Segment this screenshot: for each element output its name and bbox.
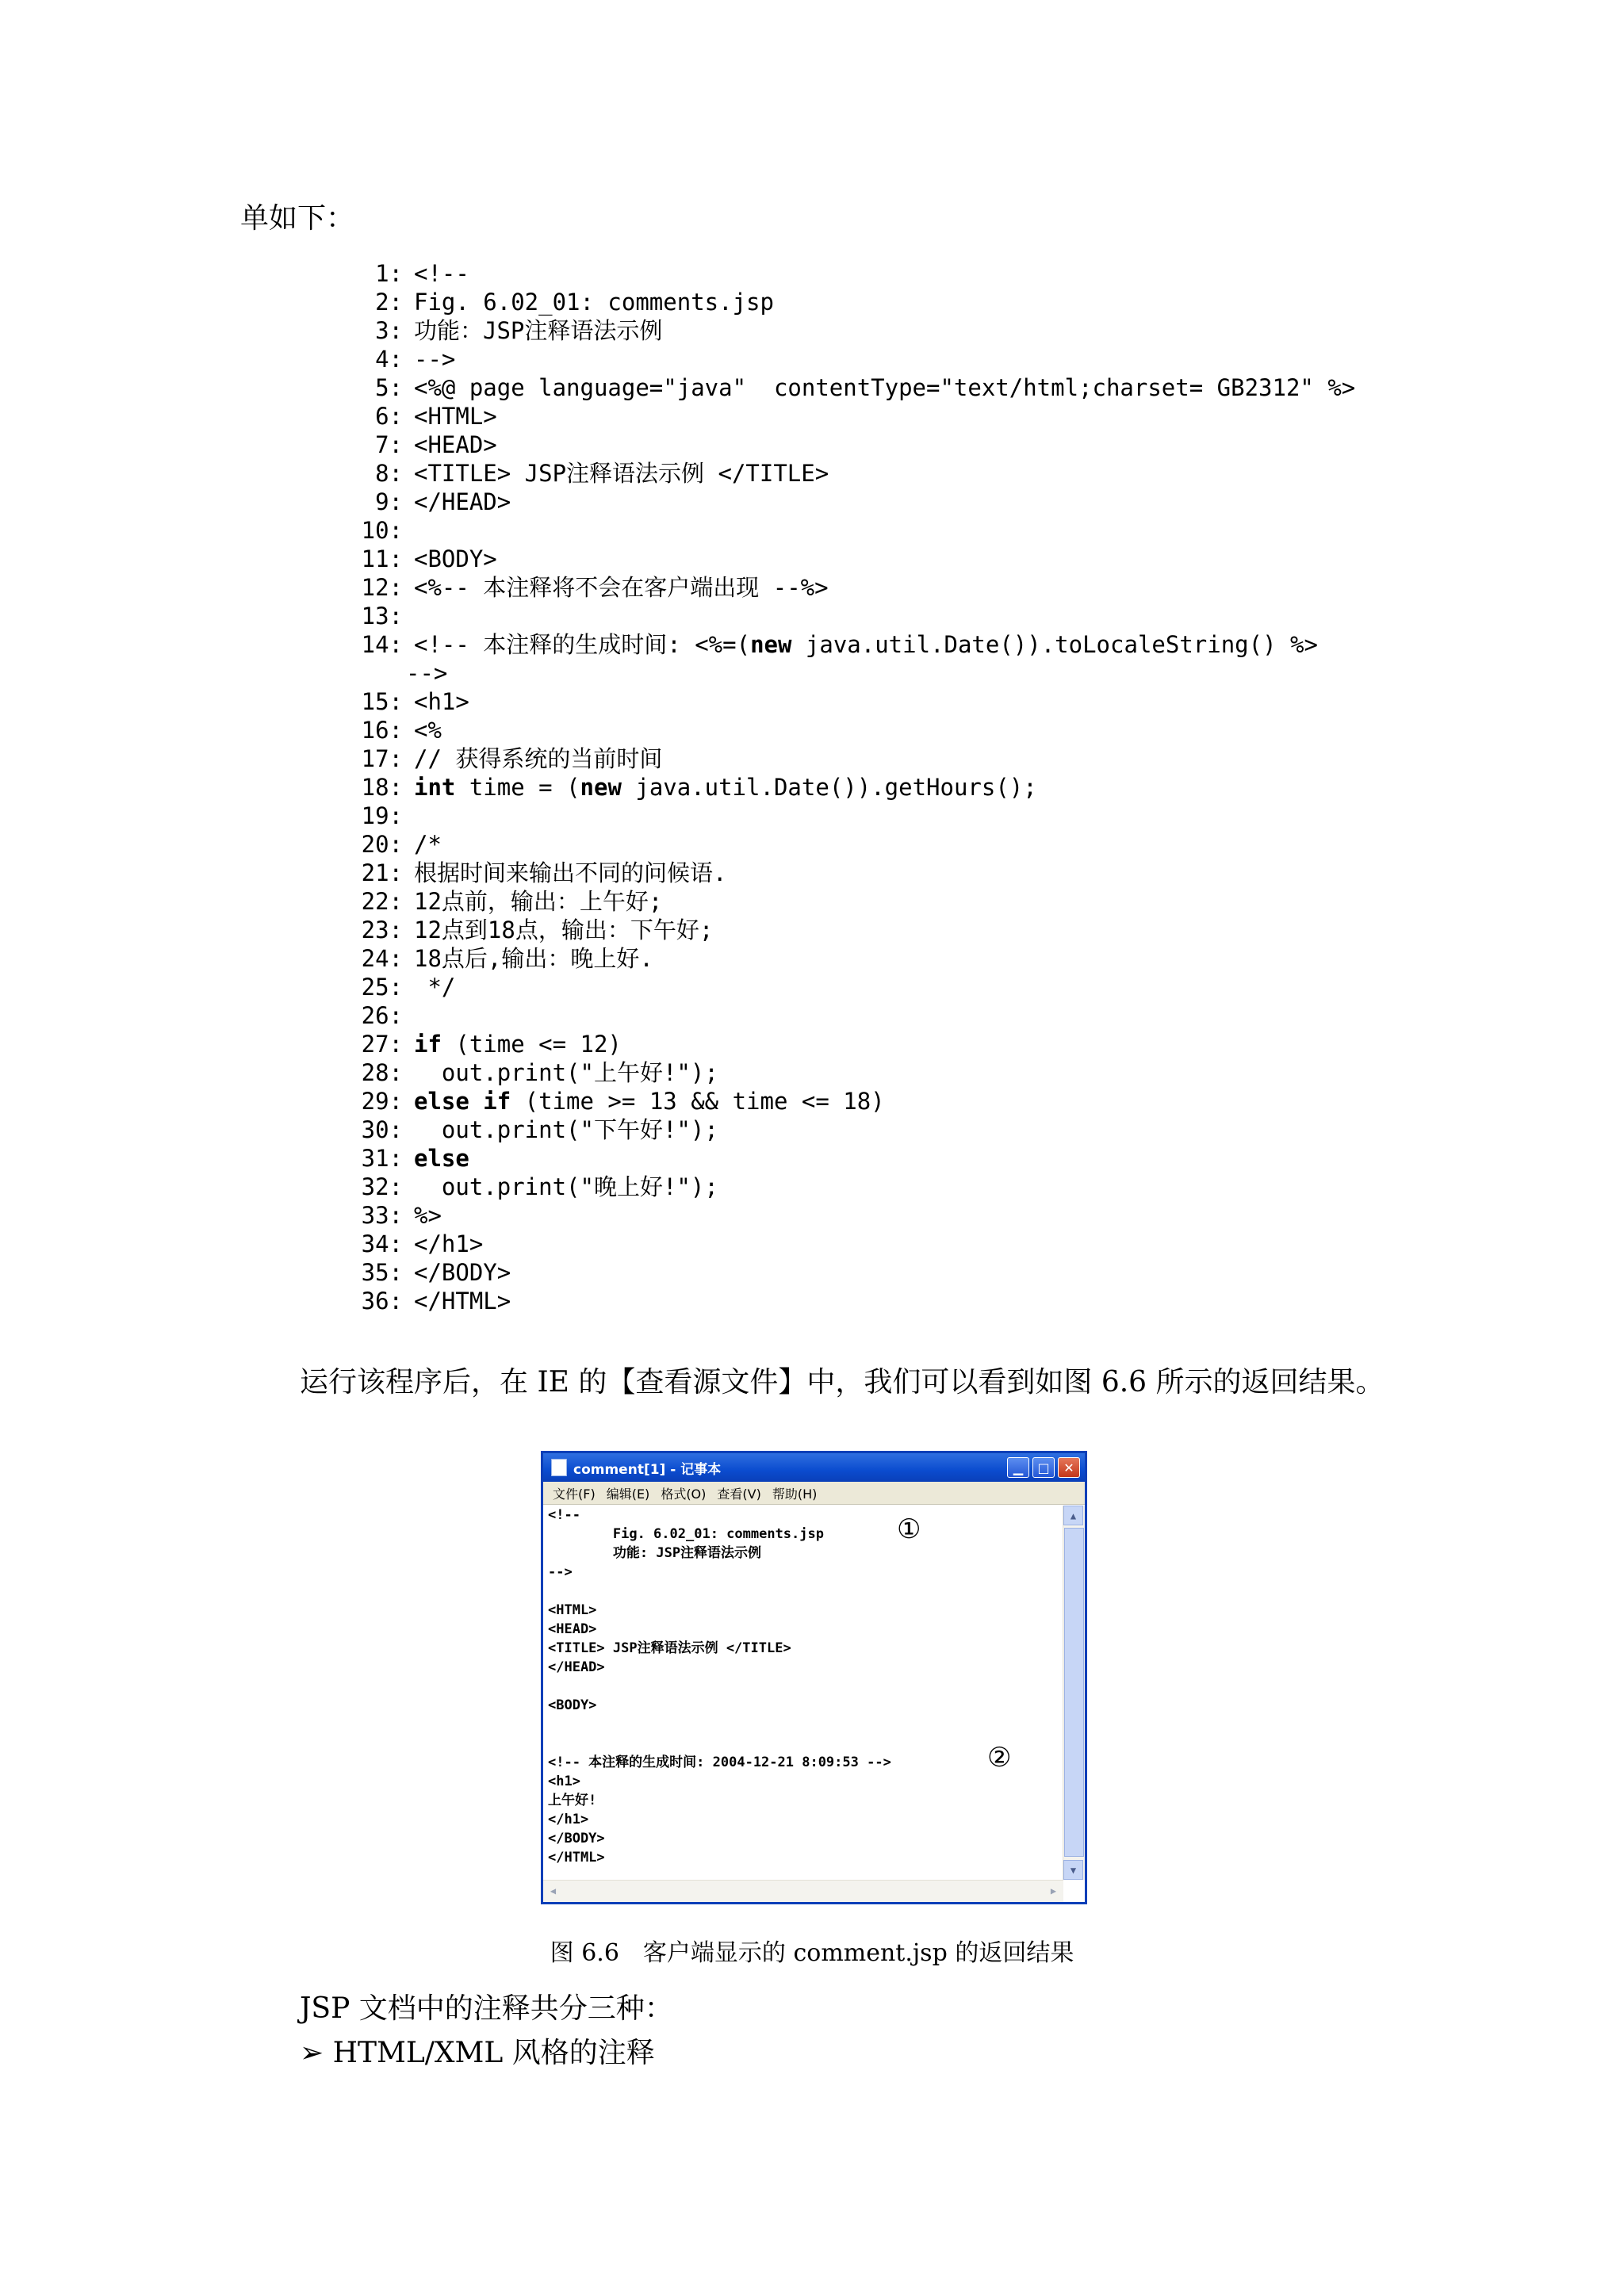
menu-file[interactable]: 文件(F) — [553, 1486, 596, 1502]
notepad-titlebar[interactable] — [543, 1453, 1085, 1482]
code-line — [349, 430, 1355, 459]
line-number: 6: — [375, 403, 403, 430]
code-text — [414, 345, 455, 373]
notepad-window — [541, 1451, 1087, 1904]
line-number: 7: — [375, 431, 403, 458]
notepad-line-text: </BODY> — [548, 1831, 605, 1846]
line-number: 13: — [361, 603, 403, 629]
notepad-line — [548, 1696, 1063, 1715]
code-fragment: <%@ page language="java" contentType="text/html;charset= GB2312" %> — [414, 374, 1356, 401]
notepad-line — [548, 1772, 1063, 1791]
code-fragment: */ — [414, 974, 456, 1001]
code-fragment: (time >= 13 && time <= 18) — [511, 1088, 885, 1115]
code-text — [414, 288, 774, 316]
line-number: 31: — [361, 1145, 403, 1172]
code-line — [349, 659, 1355, 687]
notepad-line-text: <h1> — [548, 1774, 580, 1789]
code-fragment: --> — [406, 660, 448, 687]
code-fragment: <!-- — [414, 260, 469, 287]
code-text — [414, 430, 497, 459]
code-fragment: java.util.Date()).getHours(); — [621, 774, 1037, 801]
code-text — [414, 488, 511, 516]
keyword: int — [414, 774, 456, 801]
code-fragment: 18点后,输出：晚上好. — [414, 945, 653, 972]
notepad-line-text: <TITLE> JSP注释语法示例 </TITLE> — [548, 1640, 791, 1656]
code-fragment: 根据时间来输出不同的问候语. — [414, 859, 727, 886]
notepad-line-text: <BODY> — [548, 1697, 597, 1713]
code-line — [349, 1030, 1355, 1058]
line-number: 15: — [361, 688, 403, 715]
line-number: 27: — [361, 1031, 403, 1058]
code-line — [349, 402, 1355, 430]
code-fragment: <!-- 本注释的生成时间: <%=( — [414, 631, 751, 658]
line-number: 36: — [361, 1288, 403, 1314]
notepad-line-text: --> — [548, 1564, 573, 1580]
notepad-line — [548, 1742, 1063, 1774]
line-number: 5: — [375, 374, 403, 401]
code-line — [349, 373, 1355, 402]
code-text — [414, 1087, 885, 1115]
code-text — [414, 459, 829, 488]
keyword: else — [414, 1145, 469, 1172]
code-line — [349, 630, 1355, 659]
code-line — [349, 545, 1355, 573]
code-text — [414, 744, 662, 773]
code-line — [349, 259, 1355, 288]
code-text — [414, 259, 469, 288]
notepad-line — [548, 1544, 1063, 1563]
line-number: 19: — [361, 802, 403, 829]
code-line — [349, 288, 1355, 316]
notepad-line — [548, 1620, 1063, 1639]
line-number: 2: — [375, 289, 403, 316]
notepad-line-text: </HTML> — [548, 1850, 605, 1866]
code-text — [414, 716, 442, 744]
code-fragment: time = ( — [455, 774, 580, 801]
code-line — [349, 516, 1355, 545]
code-fragment: java.util.Date()).toLocaleString() %> — [791, 631, 1318, 658]
code-fragment: </HTML> — [414, 1288, 511, 1314]
code-text — [414, 687, 469, 716]
code-text — [414, 916, 713, 944]
notepad-line — [548, 1506, 1063, 1525]
close-button[interactable]: ✕ — [1058, 1457, 1080, 1478]
minimize-button[interactable]: ▁ — [1007, 1457, 1029, 1478]
code-line — [349, 830, 1355, 859]
code-text — [414, 1287, 511, 1315]
code-line — [349, 488, 1355, 516]
code-fragment: </BODY> — [414, 1259, 511, 1286]
code-line — [349, 744, 1355, 773]
menu-format[interactable]: 格式(O) — [661, 1486, 707, 1502]
code-text — [414, 973, 455, 1001]
scroll-right-icon[interactable]: ▶ — [1044, 1881, 1063, 1900]
line-number: 18: — [361, 774, 403, 801]
line-number: 23: — [361, 916, 403, 943]
code-fragment: out.print("上午好!"); — [414, 1059, 718, 1086]
code-fragment: --> — [414, 346, 456, 373]
notepad-menubar — [543, 1482, 1085, 1505]
code-text — [414, 1115, 718, 1144]
line-number: 20: — [361, 831, 403, 858]
code-listing — [349, 259, 1355, 1315]
code-fragment: <% — [414, 717, 442, 744]
keyword: new — [750, 631, 792, 658]
notepad-line-text: <!-- 本注释的生成时间: 2004-12-21 8:09:53 --> — [548, 1755, 891, 1770]
line-number: 17: — [361, 745, 403, 772]
code-line — [349, 973, 1355, 1001]
code-fragment: 12点前，输出：上午好; — [414, 888, 663, 915]
notepad-title: comment[1] - 记事本 — [573, 1461, 722, 1478]
code-text — [414, 316, 662, 345]
code-text — [414, 859, 726, 887]
line-number: 29: — [361, 1088, 403, 1115]
maximize-button[interactable]: □ — [1032, 1457, 1055, 1478]
notepad-line — [548, 1513, 1063, 1545]
menu-help[interactable]: 帮助(H) — [772, 1486, 818, 1502]
notepad-line — [548, 1734, 1063, 1753]
menu-edit[interactable]: 编辑(E) — [606, 1486, 650, 1502]
code-line — [349, 1115, 1355, 1144]
code-line — [349, 887, 1355, 916]
horizontal-scrollbar[interactable] — [543, 1880, 1063, 1902]
scroll-up-icon[interactable]: ▲ — [1063, 1506, 1083, 1525]
line-number: 16: — [361, 717, 403, 744]
intro-text: 单如下： — [240, 202, 355, 235]
code-text — [414, 1201, 442, 1230]
code-fragment: out.print("晚上好!"); — [414, 1173, 718, 1200]
run-paragraph: 运行该程序后，在 IE 的【查看源文件】中，我们可以看到如图 6.6 所示的返回结果。 — [300, 1366, 1385, 1399]
code-line — [349, 1230, 1355, 1258]
notepad-line — [548, 1658, 1063, 1677]
vertical-scrollbar[interactable] — [1063, 1506, 1085, 1880]
notepad-icon — [551, 1459, 567, 1476]
notepad-line-text: 功能: JSP注释语法示例 — [548, 1545, 762, 1561]
code-fragment: <h1> — [414, 688, 469, 715]
code-line — [349, 1058, 1355, 1087]
code-fragment: Fig. 6.02_01: comments.jsp — [414, 289, 774, 316]
code-text — [414, 1030, 622, 1058]
line-number: 3: — [375, 317, 403, 344]
circled-marker-2: ② — [987, 1742, 1012, 1774]
code-fragment: <TITLE> JSP注释语法示例 </TITLE> — [414, 460, 829, 487]
code-line — [349, 1258, 1355, 1287]
figure-caption: 图 6.6 客户端显示的 comment.jsp 的返回结果 — [550, 1939, 1074, 1967]
code-text — [414, 630, 1318, 659]
notepad-line-text: </HEAD> — [548, 1659, 605, 1675]
arrow-bullet-icon: ➢ — [300, 2037, 333, 2069]
notepad-text-area[interactable] — [543, 1506, 1063, 1880]
code-fragment: %> — [414, 1202, 442, 1229]
code-fragment: out.print("下午好!"); — [414, 1116, 718, 1143]
notepad-line — [548, 1848, 1063, 1867]
line-number: 24: — [361, 945, 403, 972]
code-text — [349, 659, 447, 687]
notepad-line — [548, 1810, 1063, 1829]
code-line — [349, 859, 1355, 887]
code-line — [349, 1287, 1355, 1315]
line-number: 34: — [361, 1230, 403, 1257]
code-fragment: <%-- 本注释将不会在客户端出现 --%> — [414, 574, 829, 601]
bullet-text: HTML/XML 风格的注释 — [332, 2037, 655, 2069]
notepad-line — [548, 1563, 1063, 1582]
notepad-line-text: <!-- — [548, 1507, 580, 1523]
code-line — [349, 802, 1355, 830]
circled-marker-1: ① — [897, 1513, 921, 1545]
line-number: 9: — [375, 488, 403, 515]
code-text — [414, 1258, 511, 1287]
line-number: 30: — [361, 1116, 403, 1143]
code-text — [414, 1230, 483, 1258]
code-text — [414, 944, 653, 973]
code-fragment: (time <= 12) — [441, 1031, 622, 1058]
code-fragment: /* — [414, 831, 442, 858]
line-number: 28: — [361, 1059, 403, 1086]
notepad-line — [548, 1639, 1063, 1658]
line-number: 26: — [361, 1002, 403, 1029]
code-line — [349, 1087, 1355, 1115]
notepad-line — [548, 1829, 1063, 1848]
code-line — [349, 916, 1355, 944]
code-line — [349, 345, 1355, 373]
line-number: 22: — [361, 888, 403, 915]
notepad-line-text: <HEAD> — [548, 1621, 597, 1637]
three-kinds-text: JSP 文档中的注释共分三种： — [300, 1992, 673, 2025]
notepad-line — [548, 1677, 1063, 1696]
code-line — [349, 1201, 1355, 1230]
code-text — [414, 1144, 469, 1173]
code-line — [349, 1173, 1355, 1201]
code-line — [349, 687, 1355, 716]
line-number: 10: — [361, 517, 403, 544]
code-text — [414, 830, 442, 859]
code-text — [414, 1058, 718, 1087]
code-line — [349, 944, 1355, 973]
line-number: 11: — [361, 545, 403, 572]
code-line — [349, 1001, 1355, 1030]
code-text — [414, 573, 829, 602]
code-fragment: 12点到18点，输出：下午好; — [414, 916, 714, 943]
notepad-line — [548, 1601, 1063, 1620]
line-number: 35: — [361, 1259, 403, 1286]
notepad-line — [548, 1582, 1063, 1601]
line-number: 33: — [361, 1202, 403, 1229]
code-line — [349, 716, 1355, 744]
code-text — [414, 402, 497, 430]
code-text — [414, 887, 662, 916]
keyword: new — [580, 774, 622, 801]
code-fragment: <HTML> — [414, 403, 497, 430]
line-number: 4: — [375, 346, 403, 373]
code-line — [349, 459, 1355, 488]
code-text — [414, 545, 497, 573]
code-fragment: <BODY> — [414, 545, 497, 572]
line-number: 21: — [361, 859, 403, 886]
line-number: 12: — [361, 574, 403, 601]
code-fragment: 功能：JSP注释语法示例 — [414, 317, 663, 344]
notepad-line — [548, 1715, 1063, 1734]
bullet-item — [300, 2036, 655, 2071]
line-number: 25: — [361, 974, 403, 1001]
line-number: 32: — [361, 1173, 403, 1200]
code-fragment: </h1> — [414, 1230, 484, 1257]
line-number: 8: — [375, 460, 403, 487]
code-line — [349, 773, 1355, 802]
code-fragment: </HEAD> — [414, 488, 511, 515]
code-line — [349, 602, 1355, 630]
code-text — [414, 1173, 718, 1201]
code-line — [349, 1144, 1355, 1173]
code-line — [349, 316, 1355, 345]
notepad-line-text: <HTML> — [548, 1602, 597, 1618]
notepad-line-text: </h1> — [548, 1812, 589, 1827]
scroll-down-icon[interactable]: ▼ — [1063, 1860, 1083, 1880]
notepad-line — [548, 1791, 1063, 1810]
code-text — [414, 773, 1037, 802]
notepad-line-text: 上午好! — [548, 1793, 597, 1808]
code-text — [414, 373, 1355, 402]
line-number: 1: — [375, 260, 403, 287]
notepad-line-text: Fig. 6.02_01: comments.jsp — [548, 1526, 824, 1542]
code-fragment: // 获得系统的当前时间 — [414, 745, 663, 772]
line-number: 14: — [361, 631, 403, 658]
scroll-left-icon[interactable]: ◀ — [543, 1881, 563, 1900]
menu-view[interactable]: 查看(V) — [717, 1486, 761, 1502]
keyword: else if — [414, 1088, 511, 1115]
code-line — [349, 573, 1355, 602]
scroll-thumb[interactable] — [1064, 1528, 1084, 1857]
keyword: if — [414, 1031, 442, 1058]
code-fragment: <HEAD> — [414, 431, 497, 458]
